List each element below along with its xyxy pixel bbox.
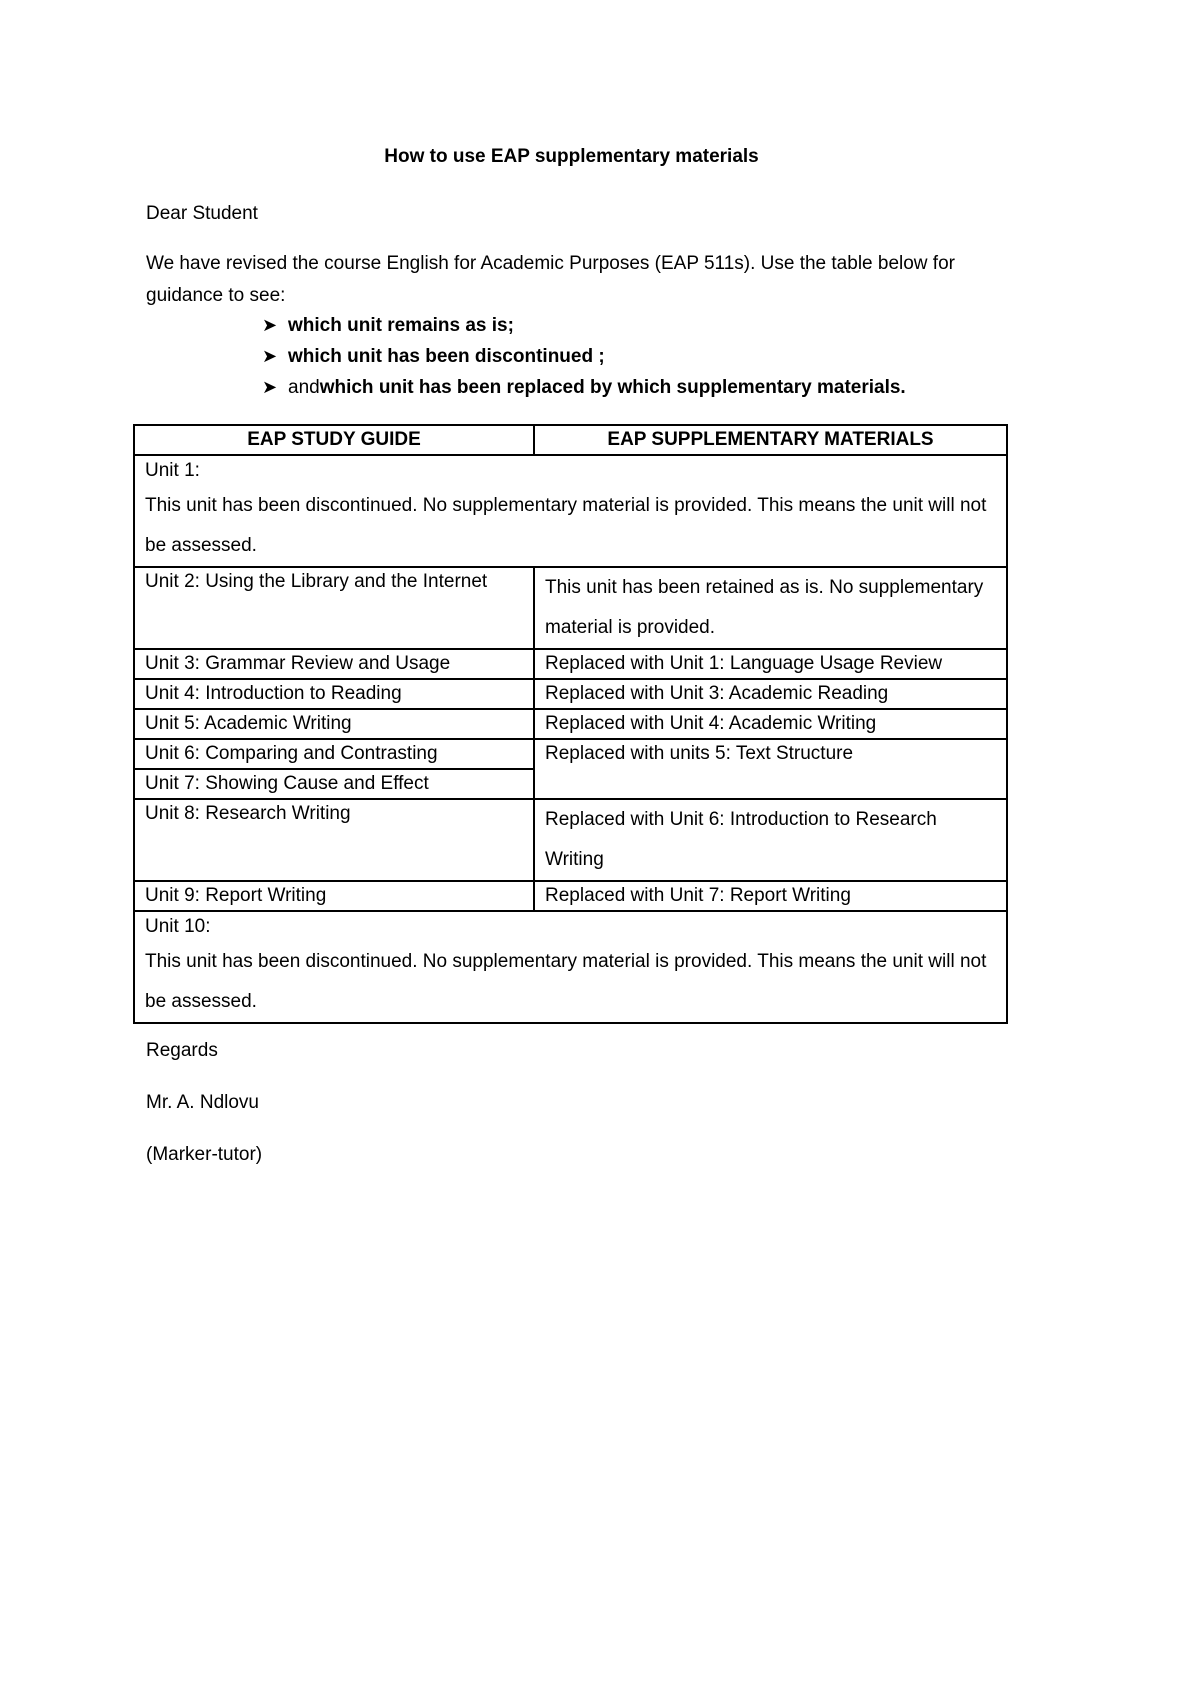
unit-10-cell bbox=[134, 911, 1007, 1023]
bullet-item bbox=[262, 372, 906, 403]
unit-10-note: This unit has been discontinued. No supplementary material is provided. This means the unit will not be assessed. bbox=[145, 951, 987, 1012]
guide-cell: Unit 9: Report Writing bbox=[134, 881, 534, 911]
table-row bbox=[134, 881, 1007, 911]
table-row bbox=[134, 799, 1007, 881]
signer-name: Mr. A. Ndlovu bbox=[146, 1092, 259, 1113]
supplementary-cell: Replaced with Unit 6: Introduction to Research Writing bbox=[534, 799, 1007, 881]
greeting: Dear Student bbox=[146, 203, 258, 224]
arrow-bullet-icon: ➤ bbox=[262, 377, 278, 397]
signer-role: (Marker-tutor) bbox=[146, 1144, 263, 1165]
supplementary-cell: Replaced with Unit 7: Report Writing bbox=[534, 881, 1007, 911]
closing: Regards bbox=[146, 1040, 218, 1061]
guide-cell: Unit 7: Showing Cause and Effect bbox=[134, 769, 534, 799]
table-row bbox=[134, 679, 1007, 709]
supplementary-cell: This unit has been retained as is. No supplementary material is provided. bbox=[534, 567, 1007, 649]
bullet-prefix: and bbox=[288, 377, 320, 398]
supplementary-cell: Replaced with Unit 3: Academic Reading bbox=[534, 679, 1007, 709]
table-row bbox=[134, 649, 1007, 679]
bullet-item bbox=[262, 310, 906, 341]
intro-paragraph: We have revised the course English for Academic Purposes (EAP 511s). Use the table below for guidance to see: bbox=[146, 253, 955, 306]
unit-1-cell bbox=[134, 455, 1007, 567]
bullet-item bbox=[262, 341, 906, 372]
bullet-text: which unit has been discontinued ; bbox=[288, 346, 605, 367]
guide-cell: Unit 3: Grammar Review and Usage bbox=[134, 649, 534, 679]
header-study-guide: EAP STUDY GUIDE bbox=[134, 425, 534, 455]
supplementary-cell: Replaced with units 5: Text Structure bbox=[534, 739, 1007, 799]
table-row bbox=[134, 709, 1007, 739]
guide-cell: Unit 4: Introduction to Reading bbox=[134, 679, 534, 709]
units-table bbox=[133, 424, 1008, 1024]
document-title: How to use EAP supplementary materials bbox=[384, 146, 759, 167]
bullet-text: which unit has been replaced by which supplementary materials. bbox=[319, 377, 906, 398]
guide-cell: Unit 8: Research Writing bbox=[134, 799, 534, 881]
header-supplementary-materials: EAP SUPPLEMENTARY MATERIALS bbox=[534, 425, 1007, 455]
table-row bbox=[134, 567, 1007, 649]
arrow-bullet-icon: ➤ bbox=[262, 315, 278, 335]
supplementary-cell: Replaced with Unit 1: Language Usage Review bbox=[534, 649, 1007, 679]
unit-10-label: Unit 10: bbox=[145, 916, 211, 937]
supplementary-cell: Replaced with Unit 4: Academic Writing bbox=[534, 709, 1007, 739]
guide-cell: Unit 6: Comparing and Contrasting bbox=[134, 739, 534, 769]
unit-1-label: Unit 1: bbox=[145, 460, 200, 481]
guide-cell: Unit 2: Using the Library and the Internet bbox=[134, 567, 534, 649]
table-row bbox=[134, 911, 1007, 1023]
table-row bbox=[134, 739, 1007, 769]
bullet-list bbox=[262, 310, 906, 403]
table-header-row bbox=[134, 425, 1007, 455]
guide-cell: Unit 5: Academic Writing bbox=[134, 709, 534, 739]
bullet-text: which unit remains as is; bbox=[288, 315, 514, 336]
table-row bbox=[134, 455, 1007, 567]
arrow-bullet-icon: ➤ bbox=[262, 346, 278, 366]
unit-1-note: This unit has been discontinued. No supplementary material is provided. This means the unit will not be assessed. bbox=[145, 495, 987, 556]
